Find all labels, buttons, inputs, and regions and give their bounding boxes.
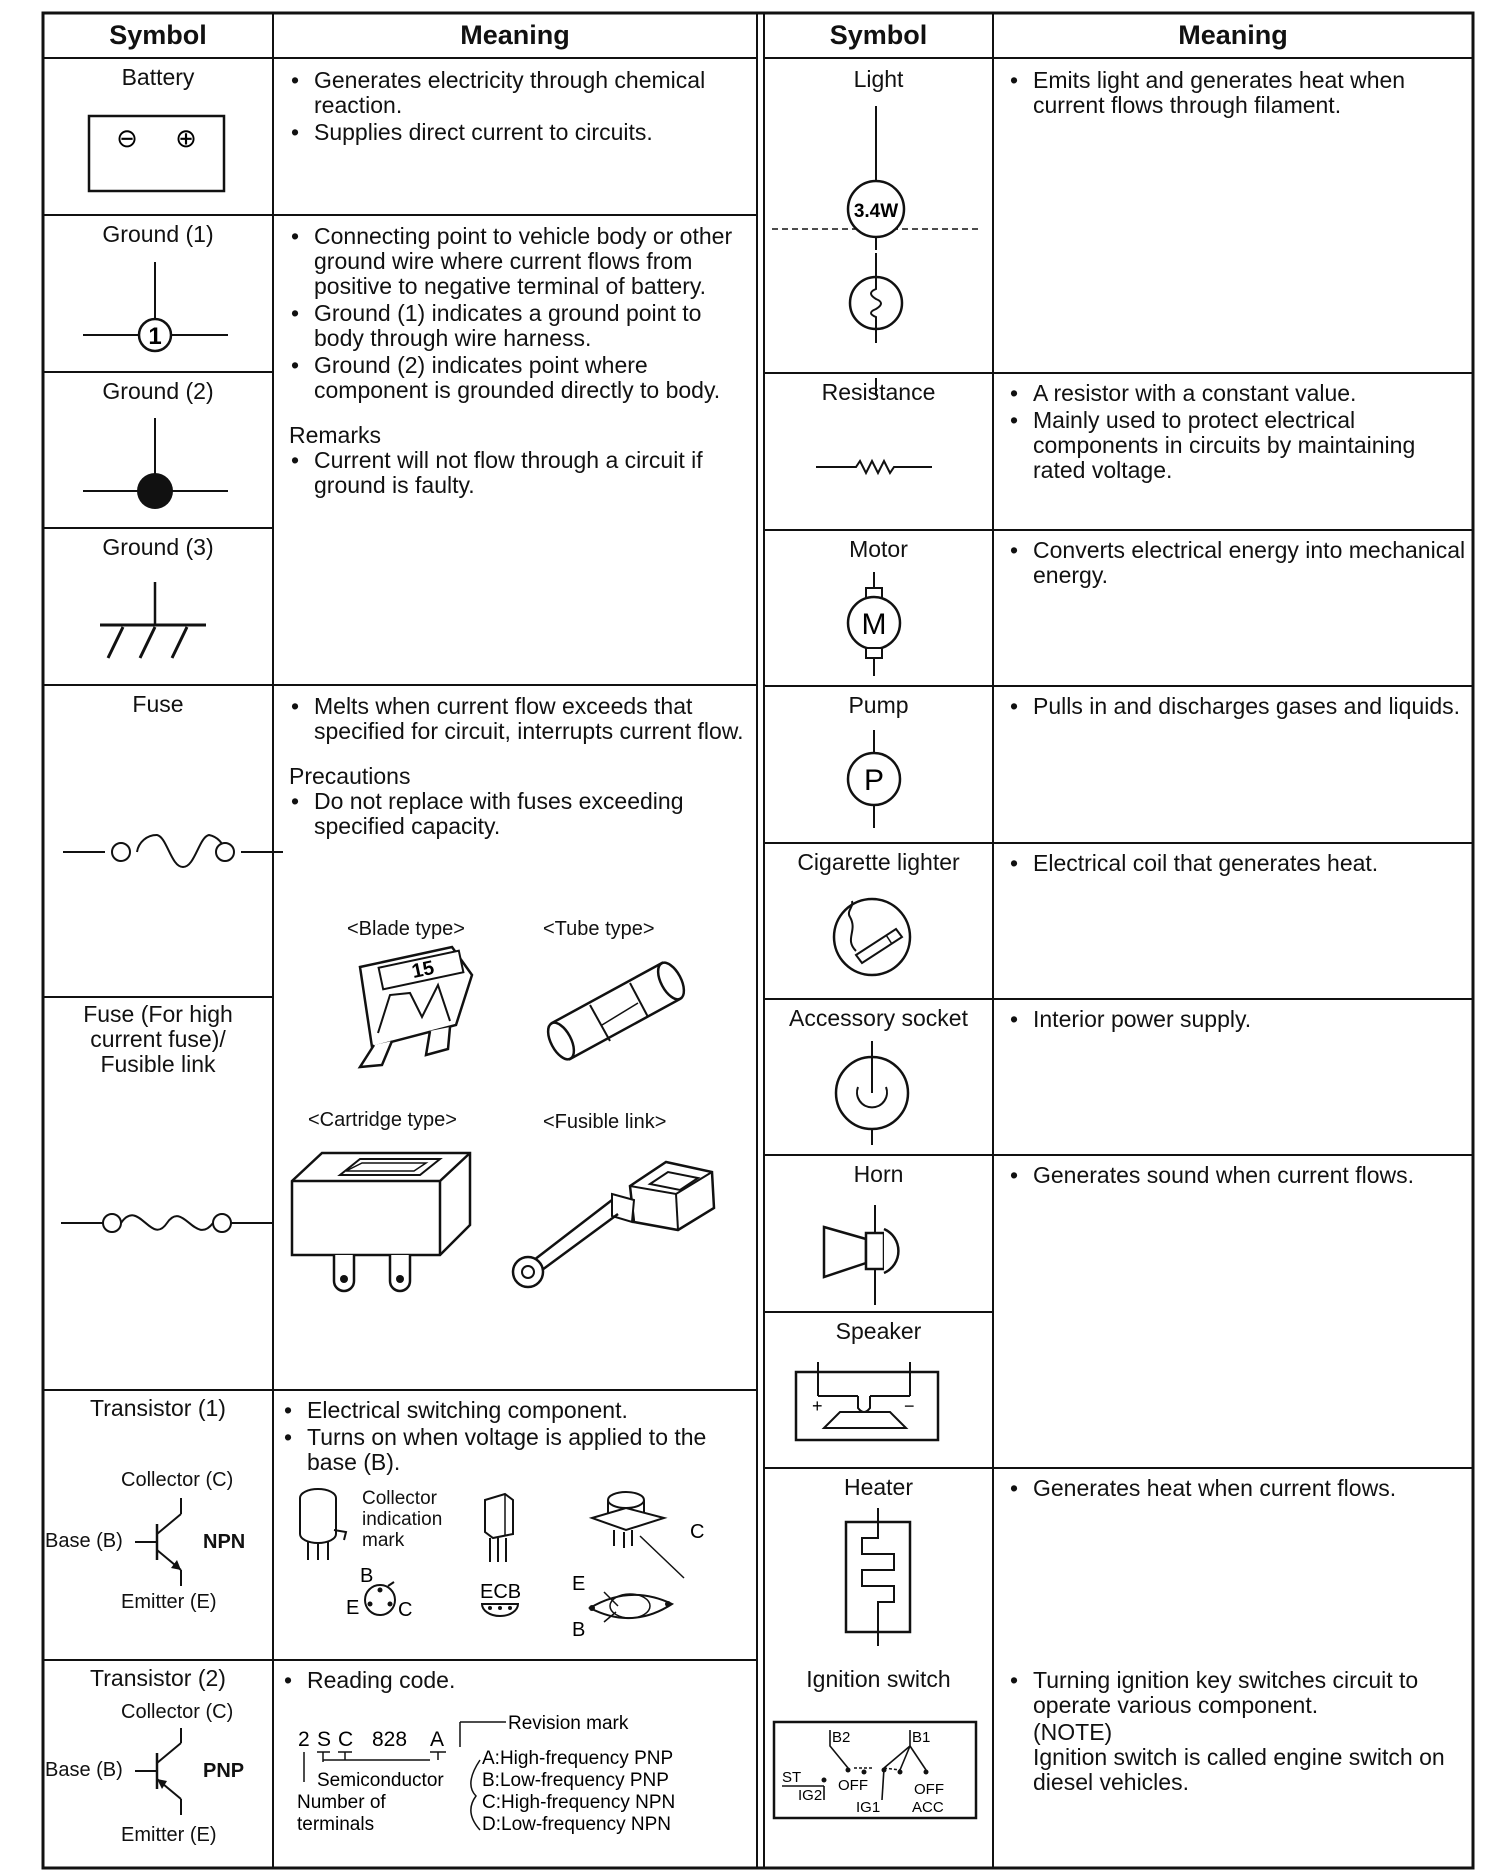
code-option: A:High-frequency PNP [482, 1748, 674, 1769]
row-battery-symbol [43, 58, 273, 215]
row-ground3-symbol [43, 528, 273, 685]
transistor2-type: PNP [203, 1760, 245, 1782]
speaker-plus: + [812, 1396, 823, 1416]
ignition-meaning [1006, 1668, 1468, 1795]
transistor1-meaning [280, 1398, 748, 1477]
light-bullet: • Emits light and generates heat when current flows through filament. [1006, 68, 1468, 118]
horn-label: Horn [853, 1161, 904, 1187]
code-option: D:Low-frequency NPN [482, 1814, 672, 1835]
precautions-bullet: • Do not replace with fuses exceeding specified capacity. [287, 789, 747, 839]
resistance-bullet: • Mainly used to protect electrical components in circuits by maintaining rated voltage. [1006, 408, 1468, 483]
can-pin-b: B [360, 1565, 374, 1587]
to3-pin-b: B [572, 1619, 586, 1641]
fuse-bullet: • Melts when current flow exceeds that specified for circuit, interrupts current flow. [287, 694, 747, 744]
remarks-bullet: • Current will not flow through a circuit if ground is faulty. [287, 448, 747, 498]
motor-meaning [1006, 538, 1468, 590]
row-ground2-symbol [43, 372, 273, 528]
row-fuse-high-symbol [43, 997, 273, 1390]
to3-pin-e: E [572, 1573, 586, 1595]
ground3-icon [43, 528, 273, 685]
ground-bullet: • Ground (2) indicates point where component is grounded directly to body. [287, 353, 747, 403]
pump-icon [764, 686, 993, 843]
speaker-label: Speaker [835, 1318, 922, 1344]
transistor2-emitter-label: Emitter (E) [121, 1824, 217, 1846]
transistor2-bullet: • Reading code. [280, 1668, 748, 1693]
filament-bulb-icon [836, 263, 916, 343]
transistor1-emitter-label: Emitter (E) [121, 1591, 217, 1613]
ground1-icon [43, 215, 273, 372]
battery-label: Battery [121, 64, 195, 90]
code-type-letter: C [338, 1728, 354, 1751]
code-semiconductor-letter: S [317, 1728, 332, 1751]
horn-bullet: • Generates sound when current flows. [1006, 1163, 1468, 1188]
transistor1-base-label: Base (B) [45, 1530, 123, 1552]
fuse-label: Fuse [132, 691, 184, 717]
pump-bullet: • Pulls in and discharges gases and liquids. [1006, 694, 1468, 719]
cartridge-fuse-illustration [290, 1145, 490, 1295]
pump-letter: P [863, 764, 885, 797]
motor-letter: M [861, 608, 887, 641]
to92-pin-order: ECB [480, 1581, 522, 1603]
transistor2-meaning [280, 1668, 748, 1695]
row-ground1-symbol [43, 215, 273, 372]
blade-fuse-rating: 15 [409, 956, 437, 984]
code-option: B:Low-frequency PNP [482, 1770, 669, 1791]
pump-label: Pump [848, 692, 909, 718]
heater-icon [764, 1468, 993, 1660]
resistor-icon [764, 373, 993, 530]
ignition-st: ST [782, 1769, 802, 1786]
ignition-b2: B2 [832, 1729, 851, 1746]
ground-meaning [287, 224, 747, 500]
transistor1-type: NPN [203, 1531, 246, 1553]
battery-plus-sign: ⊕ [175, 123, 197, 153]
can-pin-e: E [346, 1597, 360, 1619]
ignition-note-title: (NOTE) [1033, 1719, 1113, 1745]
ground2-icon [43, 372, 273, 528]
ignition-off-2: OFF [914, 1781, 944, 1798]
row-cigarette-symbol [764, 843, 993, 999]
cigarette-bullet: • Electrical coil that generates heat. [1006, 851, 1468, 876]
light-wattage: 3.4W [853, 201, 899, 222]
to3-pin-c: C [690, 1521, 705, 1543]
transistor1-collector-label: Collector (C) [121, 1469, 234, 1491]
row-horn-symbol [764, 1155, 993, 1312]
code-serial-number: 828 [372, 1728, 408, 1751]
ground1-label: Ground (1) [102, 221, 214, 247]
row-transistor2-symbol [43, 1660, 273, 1868]
accessory-socket-icon [764, 999, 993, 1155]
transistor1-bullet: • Electrical switching component. [280, 1398, 748, 1423]
socket-label: Accessory socket [789, 1005, 968, 1031]
header-meaning-left: Meaning [460, 20, 570, 50]
row-heater-symbol [764, 1468, 993, 1660]
fuse-high-label: Fuse (For high current fuse)/ Fusible link [83, 1001, 233, 1077]
ignition-acc: ACC [912, 1799, 944, 1816]
battery-meaning [287, 68, 747, 147]
can-pin-c: C [398, 1599, 413, 1621]
battery-bullet: • Supplies direct current to circuits. [287, 120, 747, 145]
ignition-ig2: IG2 [798, 1787, 823, 1804]
motor-bullet: • Converts electrical energy into mechanical energy. [1006, 538, 1468, 588]
transistor2-collector-label: Collector (C) [121, 1701, 234, 1723]
light-label: Light [853, 66, 904, 92]
socket-meaning [1006, 1007, 1468, 1034]
row-transistor1-symbol [43, 1390, 273, 1660]
ignition-b1: B1 [912, 1729, 931, 1746]
pump-meaning [1006, 694, 1468, 721]
row-resistance-symbol [764, 373, 993, 530]
tube-type-caption: <Tube type> [543, 918, 655, 940]
transistor1-bullet: • Turns on when voltage is applied to the base (B). [280, 1425, 748, 1475]
npn-transistor-icon [43, 1390, 273, 1660]
ground-bullet: • Ground (1) indicates a ground point to body through wire harness. [287, 301, 747, 351]
speaker-minus: − [904, 1396, 915, 1416]
battery-minus-sign: ⊖ [116, 123, 138, 153]
cartridge-type-caption: <Cartridge type> [308, 1109, 457, 1131]
heater-meaning [1006, 1476, 1468, 1503]
resistance-meaning [1006, 381, 1468, 485]
transistor-reading-code-diagram [280, 1712, 750, 1862]
row-ignition-symbol [764, 1660, 993, 1868]
light-meaning [1006, 68, 1468, 120]
blade-fuse-illustration [330, 945, 490, 1075]
collector-indication-mark-label: Collector indication mark [362, 1488, 443, 1551]
ignition-ig1: IG1 [856, 1799, 881, 1816]
transistor1-label: Transistor (1) [90, 1395, 226, 1421]
horn-meaning [1006, 1163, 1468, 1190]
code-revision-letter: A [430, 1728, 445, 1751]
row-fuse-symbol [43, 685, 273, 997]
fuse-meaning [287, 694, 747, 841]
precautions-title: Precautions [289, 763, 411, 789]
row-motor-symbol [764, 530, 993, 686]
remarks-title: Remarks [289, 422, 382, 448]
battery-bullet: • Generates electricity through chemical reaction. [287, 68, 747, 118]
cigarette-lighter-icon [764, 843, 993, 999]
row-speaker-symbol [764, 1312, 993, 1468]
ignition-off-1: OFF [838, 1777, 868, 1794]
header-meaning-right: Meaning [1178, 20, 1288, 50]
header-symbol-right: Symbol [829, 20, 928, 50]
resistance-label: Resistance [821, 379, 936, 405]
pnp-transistor-icon [43, 1660, 273, 1868]
ground-bullet: • Connecting point to vehicle body or other ground wire where current flows from positive to negative terminal of battery. [287, 224, 747, 299]
transistor2-label: Transistor (2) [90, 1665, 226, 1691]
transistor-package-illustrations [280, 1480, 750, 1650]
cigarette-meaning [1006, 851, 1468, 878]
fuse-icon [43, 685, 273, 997]
ground3-label: Ground (3) [102, 534, 214, 560]
ignition-label: Ignition switch [806, 1666, 951, 1692]
resistance-bullet: • A resistor with a constant value. [1006, 381, 1468, 406]
heater-label: Heater [843, 1474, 914, 1500]
motor-icon [764, 530, 993, 686]
ignition-bullet: • Turning ignition key switches circuit to operate various component. [1006, 1668, 1468, 1718]
row-pump-symbol [764, 686, 993, 843]
code-terminals-digit: 2 [298, 1728, 310, 1751]
horn-icon [764, 1155, 993, 1312]
code-option: C:High-frequency NPN [482, 1792, 676, 1813]
heater-bullet: • Generates heat when current flows. [1006, 1476, 1468, 1501]
speaker-icon [764, 1312, 993, 1468]
transistor2-base-label: Base (B) [45, 1759, 123, 1781]
ground2-label: Ground (2) [102, 378, 214, 404]
blade-type-caption: <Blade type> [347, 918, 465, 940]
ignition-note: Ignition switch is called engine switch on diesel vehicles. [1033, 1744, 1445, 1795]
battery-icon [43, 58, 273, 215]
socket-bullet: • Interior power supply. [1006, 1007, 1468, 1032]
fusible-link-illustration [502, 1150, 722, 1290]
fusible-link-icon [43, 997, 273, 1390]
revision-mark-label: Revision mark [508, 1713, 629, 1734]
terminals-label-line2: terminals [297, 1814, 375, 1835]
tube-fuse-illustration [530, 955, 710, 1065]
semiconductor-label: Semiconductor [317, 1770, 444, 1791]
header-symbol-left: Symbol [109, 20, 207, 50]
ignition-switch-icon [764, 1660, 993, 1868]
ground1-marker: 1 [148, 323, 162, 350]
row-socket-symbol [764, 999, 993, 1155]
cigarette-label: Cigarette lighter [797, 849, 960, 875]
fusible-link-caption: <Fusible link> [543, 1111, 667, 1133]
terminals-label-line1: Number of [297, 1792, 386, 1813]
motor-label: Motor [849, 536, 908, 562]
